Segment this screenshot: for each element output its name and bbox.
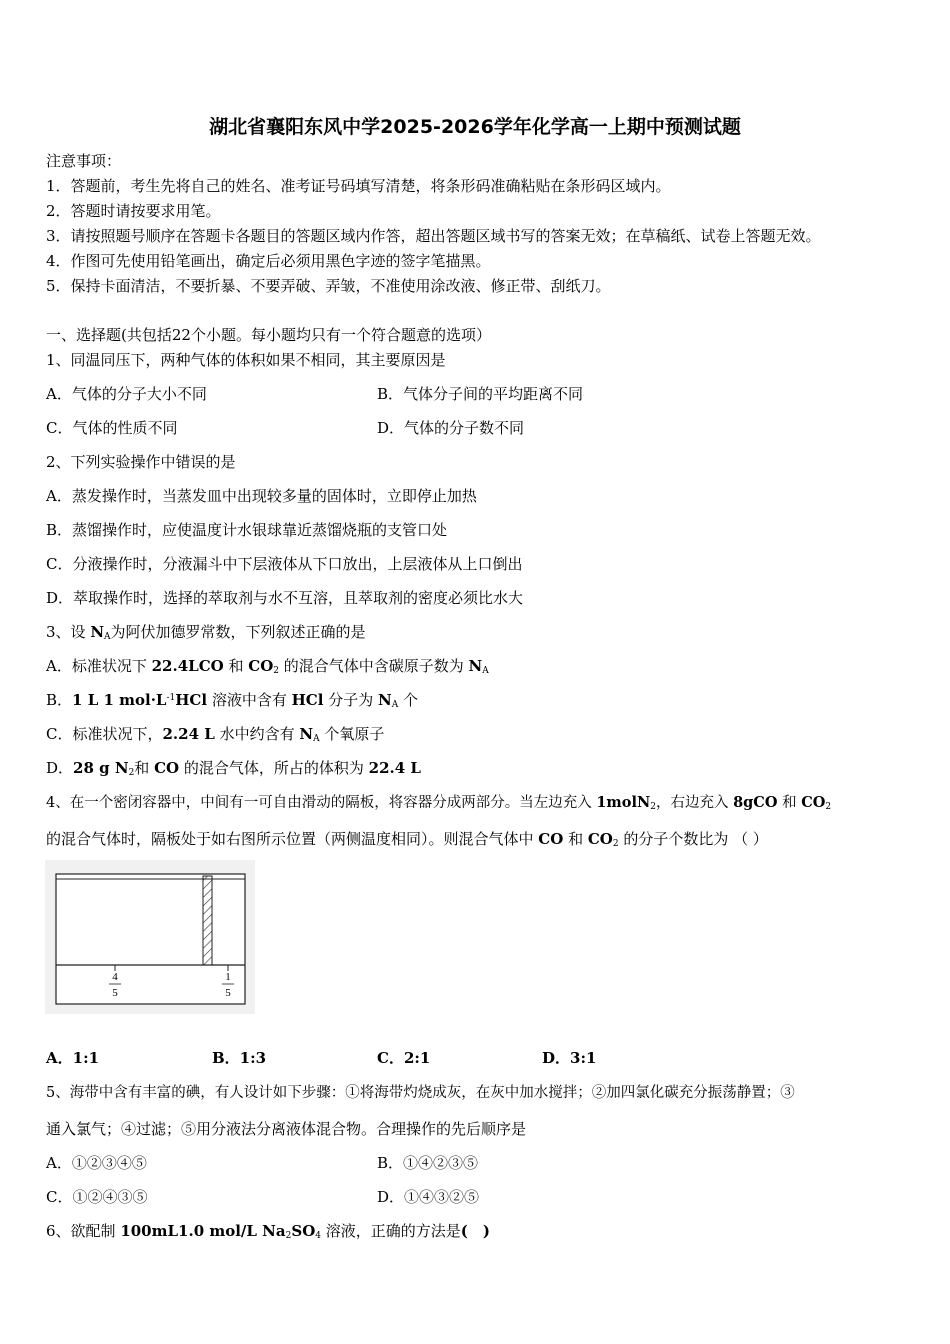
question-6-stem: 6、欲配制 100mL1.0 mol/L $Na_2SO_4$ 溶液，正确的方法是( ) <box>46 1222 490 1241</box>
question-4-stem-line-2: 的混合气体时，隔板处于如右图所示位置（两侧温度相同）。则混合气体中 CO 和 $CO_2$ 的分子个数比为 （ ） <box>46 830 768 849</box>
question-5-option-c: C．①②④③⑤ <box>46 1188 148 1206</box>
question-4-option-a: A．1:1 <box>46 1049 100 1067</box>
question-5-option-a: A．①②③④⑤ <box>46 1154 147 1172</box>
right-fraction-numerator: 1 <box>225 971 231 983</box>
question-5-stem-line-1: 5、海带中含有丰富的碘，有人设计如下步骤：①将海带灼烧成灰，在灰中加水搅拌；②加四氯化碳充分振荡静置；③ <box>46 1085 795 1101</box>
container-partition-figure <box>45 860 255 1014</box>
question-3-stem: 3、设 $N_A$为阿伏加德罗常数，下列叙述正确的是 <box>46 623 366 642</box>
left-fraction-denominator: 5 <box>112 987 118 999</box>
question-3-option-b: B．1 L 1 $mol\cdot L^{-1}HCl$ 溶液中含有 HCl 分子为 $N_A$ 个 <box>46 691 418 710</box>
question-1-option-b: B．气体分子间的平均距离不同 <box>377 385 584 403</box>
note-item-2: 2．答题时请按要求用笔。 <box>46 202 221 220</box>
note-item-4: 4．作图可先使用铅笔画出，确定后必须用黑色字迹的签字笔描黑。 <box>46 252 491 270</box>
question-4-option-b: B．1:3 <box>212 1049 267 1067</box>
section-heading: 一、选择题(共包括22个小题。每小题均只有一个符合题意的选项） <box>46 326 491 344</box>
question-2-option-d: D．萃取操作时，选择的萃取剂与水不互溶，且萃取剂的密度必须比水大 <box>46 589 524 607</box>
question-2-option-a: A．蒸发操作时，当蒸发皿中出现较多量的固体时，立即停止加热 <box>46 487 477 505</box>
question-4-option-d: D．3:1 <box>542 1049 597 1067</box>
question-4-stem-line-1: 4、在一个密闭容器中，中间有一可自由滑动的隔板，将容器分成两部分。当左边充入 1molN$_2$，右边充入 8gCO 和 $CO_2$ <box>46 794 832 812</box>
sliding-partition <box>203 876 212 965</box>
question-2-option-b: B．蒸馏操作时，应使温度计水银球靠近蒸馏烧瓶的支管口处 <box>46 521 448 539</box>
notes-header: 注意事项： <box>46 152 122 170</box>
container-diagram <box>45 860 255 1014</box>
page-title: 湖北省襄阳东风中学2025-2026学年化学高一上期中预测试题 <box>209 116 741 138</box>
question-5-option-d: D．①④③②⑤ <box>377 1188 480 1206</box>
note-item-5: 5．保持卡面清洁，不要折暴、不要弄破、弄皱，不准使用涂改液、修正带、刮纸刀。 <box>46 277 611 295</box>
question-5-stem-line-2: 通入氯气；④过滤；⑤用分液法分离液体混合物。合理操作的先后顺序是 <box>46 1120 527 1138</box>
question-1-stem: 1、同温同压下，两种气体的体积如果不相同，其主要原因是 <box>46 351 446 369</box>
question-2-stem: 2、下列实验操作中错误的是 <box>46 453 236 471</box>
question-3-option-a: A．标准状况下 22.4LCO 和 $CO_2$ 的混合气体中含碳原子数为 $N_A$ <box>46 657 489 676</box>
question-4-option-c: C．2:1 <box>377 1049 431 1067</box>
right-fraction-denominator: 5 <box>225 987 231 999</box>
question-3-option-c: C．标准状况下，2.24 L 水中约含有 $N_A$ 个氧原子 <box>46 725 385 744</box>
question-1-option-d: D．气体的分子数不同 <box>377 419 525 437</box>
note-item-3: 3．请按照题号顺序在答题卡各题目的答题区域内作答，超出答题区域书写的答案无效；在草稿纸、试卷上答题无效。 <box>46 227 821 245</box>
note-item-1: 1．答题前，考生先将自己的姓名、准考证号码填写清楚，将条形码准确粘贴在条形码区域内。 <box>46 177 671 195</box>
left-fraction-numerator: 4 <box>112 971 118 983</box>
question-2-option-c: C．分液操作时，分液漏斗中下层液体从下口放出，上层液体从上口倒出 <box>46 555 523 573</box>
container-outline <box>56 874 245 1004</box>
question-1-option-a: A．气体的分子大小不同 <box>46 385 207 403</box>
question-3-option-d: D．28 g $N_2$和 CO 的混合气体，所占的体积为 22.4 L <box>46 759 421 778</box>
question-1-option-c: C．气体的性质不同 <box>46 419 178 437</box>
question-5-option-b: B．①④②③⑤ <box>377 1154 479 1172</box>
